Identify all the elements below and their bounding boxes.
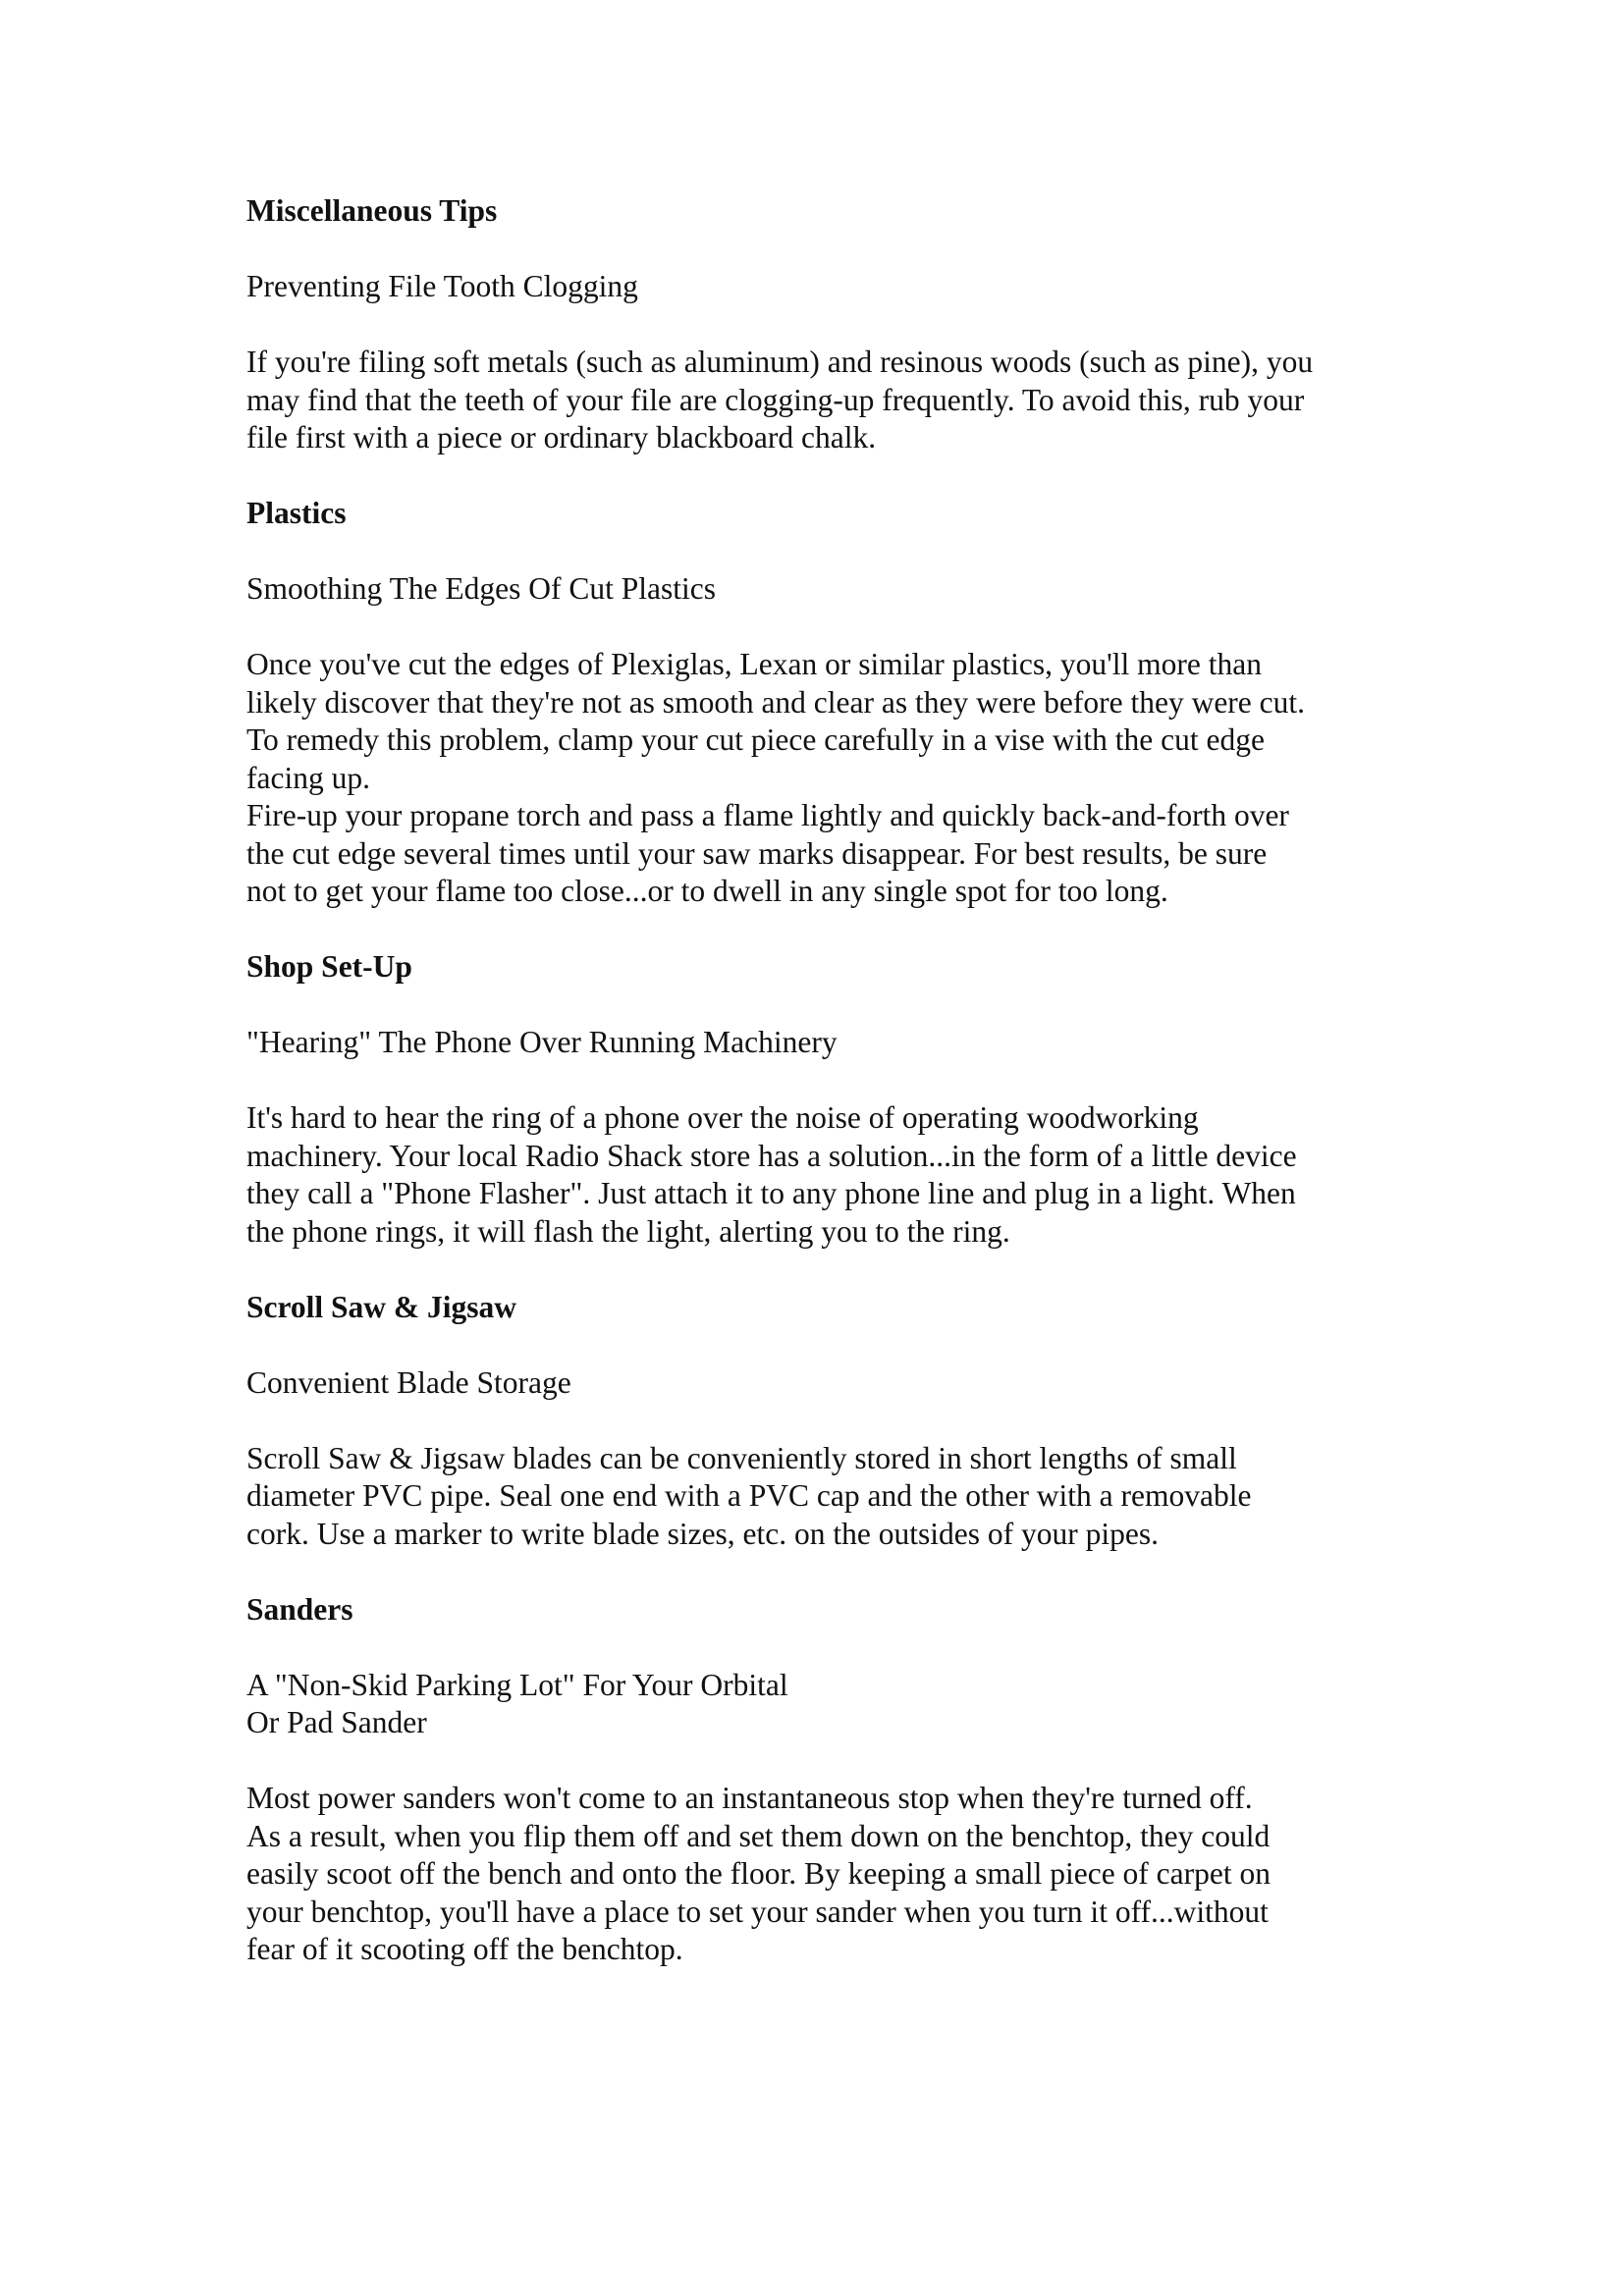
section-heading-shop-set-up: Shop Set-Up [246,949,412,984]
section-body: It's hard to hear the ring of a phone over the noise of operating woodworking machinery. Your local Radio Shack store has a solution...in the form of a little device they call a "Phone Flasher". Just attach it to any phone line and plug in a light. When the phone rings, it will flash the light, alerting you to the ring. [246,1100,1297,1249]
section-heading-miscellaneous-tips: Miscellaneous Tips [246,193,498,228]
section-body: Once you've cut the edges of Plexiglas, Lexan or similar plastics, you'll more than likely discover that they're not as smooth and clear as they were before they were cut. To remedy this problem, clamp your cut piece carefully in a vise with the cut edge facing up. Fire-up your propane torch and pass a flame lightly and quickly back-and-forth over the cut edge several times until your saw marks disappear. For best results, be sure not to get your flame too close...or to dwell in any single spot for too long. [246,647,1306,908]
document-page [246,192,1415,1969]
section-subtitle: "Hearing" The Phone Over Running Machinery [246,1025,838,1059]
section-heading-scroll-saw-jigsaw: Scroll Saw & Jigsaw [246,1289,517,1324]
section-heading-sanders: Sanders [246,1591,353,1627]
section-subtitle: Preventing File Tooth Clogging [246,269,638,303]
section-subtitle: Smoothing The Edges Of Cut Plastics [246,571,717,606]
section-body: If you're filing soft metals (such as aluminum) and resinous woods (such as pine), you may find that the teeth of your file are clogging-up frequently. To avoid this, rub your file first with a piece or ordinary blackboard chalk. [246,345,1314,454]
section-body: Most power sanders won't come to an instantaneous stop when they're turned off. As a result, when you flip them off and set them down on the benchtop, they could easily scoot off the bench and onto the floor. By keeping a small piece of carpet on your benchtop, you'll have a place to set your sander when you turn it off...without fear of it scooting off the benchtop. [246,1781,1271,1966]
section-subtitle: A "Non-Skid Parking Lot" For Your Orbital Or Pad Sander [246,1667,788,1739]
section-body: Scroll Saw & Jigsaw blades can be conveniently stored in short lengths of small diameter PVC pipe. Seal one end with a PVC cap and the other with a removable cork. Use a marker to write blade sizes, etc. on the outsides of your pipes. [246,1440,1252,1551]
section-heading-plastics: Plastics [246,496,347,530]
section-subtitle: Convenient Blade Storage [246,1364,571,1400]
